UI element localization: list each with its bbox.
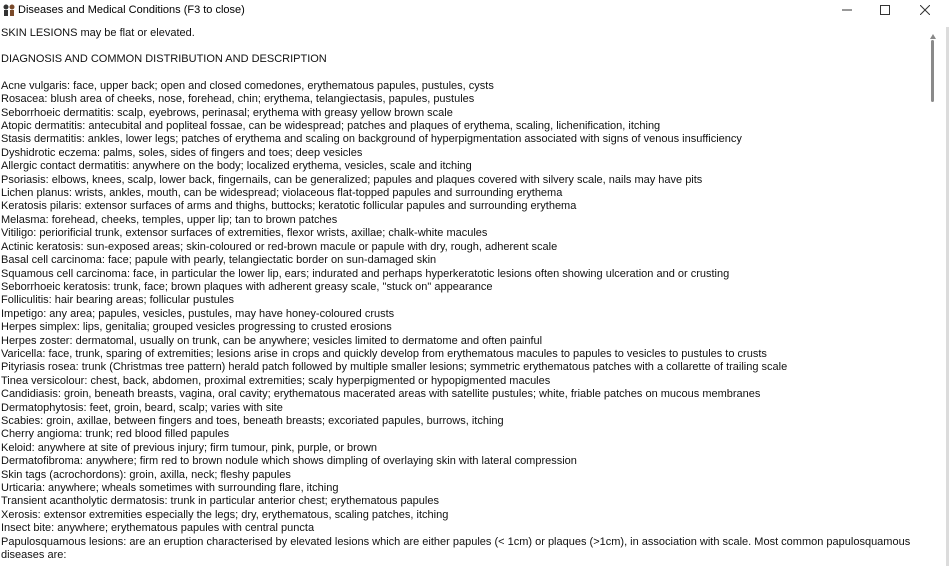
minimize-button[interactable]	[827, 0, 867, 22]
minimize-icon	[842, 2, 852, 20]
condition-entry: Pityriasis rosea: trunk (Christmas tree pattern) herald patch followed by multiple smaller lesions; symmetric erythematous patches with a collarette of trailing scale	[1, 361, 788, 374]
condition-entry: Varicella: face, trunk, sparing of extremities; lesions arise in crops and quickly develop from erythematous macules to papules to vesicles to pustules to crusts	[1, 347, 767, 360]
condition-entry: Herpes zoster: dermatomal, usually on trunk, can be anywhere; vesicles limited to dermatome and often painful	[1, 334, 543, 347]
text-content-area[interactable]	[0, 27, 930, 566]
intro-text: SKIN LESIONS may be flat or elevated.	[1, 27, 195, 39]
title-bar[interactable]	[0, 0, 949, 22]
scroll-up-arrow-icon[interactable]	[929, 28, 937, 36]
condition-entry: Candidiasis: groin, beneath breasts, vagina, oral cavity; erythematous macerated areas with satellite pustules; white, friable patches on mucous membranes	[1, 388, 761, 401]
condition-entry: Lichen planus: wrists, ankles, mouth, can be widespread; violaceous flat-topped papules and surrounding erythema	[1, 187, 563, 200]
section-heading: DIAGNOSIS AND COMMON DISTRIBUTION AND DESCRIPTION	[1, 53, 327, 66]
condition-entry: Squamous cell carcinoma: face, in particular the lower lip, ears; indurated and perhaps hyperkeratotic lesions often showing ulceration and or crusting	[1, 267, 730, 280]
condition-entry: Dyshidrotic eczema: palms, soles, sides of fingers and toes; deep vesicles	[1, 146, 363, 159]
maximize-button[interactable]	[865, 0, 905, 22]
condition-entry: Transient acantholytic dermatosis: trunk in particular anterior chest; erythematous papules	[1, 495, 439, 508]
condition-entry: Psoriasis: elbows, knees, scalp, lower back, fingernails, can be generalized; papules and plaques covered with silvery scale, nails may have pits	[1, 173, 703, 186]
condition-entry: Impetigo: any area; papules, vesicles, pustules, may have honey-coloured crusts	[1, 307, 395, 320]
condition-entry: Keratosis pilaris: extensor surfaces of arms and thighs, buttocks; keratotic follicular papules and surrounding erythema	[1, 200, 577, 213]
condition-entry: Herpes simplex: lips, genitalia; grouped vesicles progressing to crusted erosions	[1, 321, 392, 334]
condition-entry: Rosacea: blush area of cheeks, nose, forehead, chin; erythema, telangiectasis, papules, pustules	[1, 93, 475, 106]
maximize-icon	[880, 2, 890, 20]
condition-entry: Atopic dermatitis: antecubital and popliteal fossae, can be widespread; patches and plaques of erythema, scaling, lichenification, itching	[1, 120, 661, 133]
condition-entry: Scabies: groin, axillae, between fingers and toes, beneath breasts; excoriated papules, burrows, itching	[1, 414, 504, 427]
condition-entry: Seborrhoeic keratosis: trunk, face; brown plaques with adherent greasy scale, "stuck on" appearance	[1, 280, 493, 293]
condition-entry: Urticaria: anywhere; wheals sometimes with surrounding flare, itching	[1, 482, 339, 494]
condition-entry: Acne vulgaris: face, upper back; open and closed comedones, erythematous papules, pustules, cysts	[1, 79, 494, 92]
condition-entry: Tinea versicolour: chest, back, abdomen, proximal extremities; scaly hyperpigmented or hypopigmented macules	[1, 374, 551, 387]
condition-entry: Folliculitis: hair bearing areas; follicular pustules	[1, 294, 234, 307]
condition-entry: Actinic keratosis: sun-exposed areas; skin-coloured or red-brown macule or papule with dry, rough, adherent scale	[1, 240, 558, 253]
spacer	[0, 40, 930, 53]
app-icon	[2, 3, 16, 17]
condition-list	[0, 80, 930, 536]
closing-paragraph: Papulosquamous lesions: are an eruption characterised by elevated lesions which are either papules (< 1cm) or plaques (>1cm), in association with scale. Most common papulosquamous diseases are:	[1, 535, 911, 562]
condition-entry: Insect bite: anywhere; erythematous papules with central puncta	[1, 522, 315, 535]
condition-entry: Allergic contact dermatitis: anywhere on the body; localized erythema, vesicles, scale and itching	[1, 160, 472, 173]
condition-entry: Keloid: anywhere at site of previous injury; firm tumour, pink, purple, or brown	[1, 441, 378, 454]
condition-entry: Melasma: forehead, cheeks, temples, upper lip; tan to brown patches	[1, 213, 338, 226]
condition-entry: Dermatophytosis: feet, groin, beard, scalp; varies with site	[1, 401, 283, 414]
condition-entry: Stasis dermatitis: ankles, lower legs; patches of erythema and scaling on background of hyperpigmentation associated with signs of venous insufficiency	[1, 133, 742, 146]
close-button[interactable]	[905, 0, 945, 22]
close-icon	[920, 2, 930, 20]
scrollbar-thumb[interactable]	[931, 40, 934, 102]
condition-entry: Seborrhoeic dermatitis: scalp, eyebrows, perinasal; erythema with greasy yellow brown scale	[1, 106, 453, 119]
condition-entry: Basal cell carcinoma: face; papule with pearly, telangiectatic border on sun-damaged skin	[1, 254, 437, 267]
condition-entry: Cherry angioma: trunk; red blood filled papules	[1, 428, 230, 441]
condition-entry: Xerosis: extensor extremities especially the legs; dry, erythematous, scaling patches, itching	[1, 508, 449, 521]
condition-entry: Vitiligo: periorificial trunk, extensor surfaces of extremities, flexor wrists, axillae; chalk-white macules	[1, 227, 488, 240]
window-title: Diseases and Medical Conditions (F3 to close)	[18, 4, 245, 16]
spacer	[0, 67, 930, 80]
condition-entry: Dermatofibroma: anywhere; firm red to brown nodule which shows dimpling of overlaying skin with lateral compression	[1, 455, 577, 468]
condition-entry: Skin tags (acrochordons): groin, axilla, neck; fleshy papules	[1, 468, 291, 481]
